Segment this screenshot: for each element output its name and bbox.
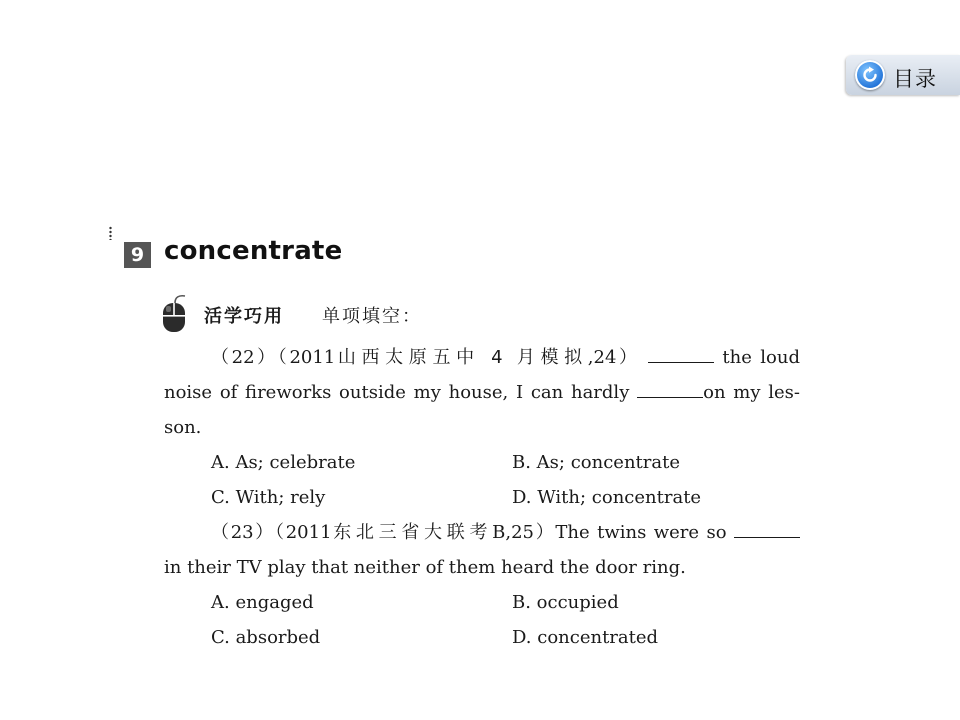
question-22-line-1 [211,346,800,370]
mouse-icon [161,293,189,333]
toc-button[interactable] [846,55,960,95]
question-22-text: the loud [722,347,800,368]
option-b: B. As; concentrate [512,452,680,473]
question-23-line-2: in their TV play that neither of them heard the door ring. [164,557,686,578]
question-23-source: 东北三省大联考 [331,522,493,543]
question-22-text: noise of fireworks outside my house, I can hardly [164,382,630,403]
question-22-text: on my les- [703,382,800,403]
refresh-icon [855,60,885,90]
section-label: 活学巧用 [204,306,284,327]
margin-dots [109,226,112,240]
question-23-number: （23）（2011 [211,522,332,543]
option-d: D. With; concentrate [512,487,702,508]
answer-blank [648,346,714,363]
option-c: C. absorbed [211,627,321,648]
question-22-source: 山西太原五中 4 月模拟 [335,347,588,368]
option-a: A. engaged [211,592,314,613]
vocabulary-word-title: concentrate [164,236,343,266]
question-22-line-2 [164,381,800,405]
section-instruction: 单项填空： [322,306,422,327]
option-d: D. concentrated [512,627,659,648]
answer-blank [637,381,703,398]
option-c: C. With; rely [211,487,326,508]
option-a: A. As; celebrate [211,452,356,473]
question-22-line-3: son. [164,417,202,438]
question-22-number: （22）（2011 [211,347,336,368]
answer-blank [734,521,800,538]
question-23-ref: B,25）The twins were so [492,522,727,543]
item-number-badge: 9 [124,242,151,268]
question-23-line-1 [211,521,800,545]
toc-label: 目录 [893,67,937,91]
option-b: B. occupied [512,592,619,613]
question-22-ref: ,24） [587,347,640,368]
